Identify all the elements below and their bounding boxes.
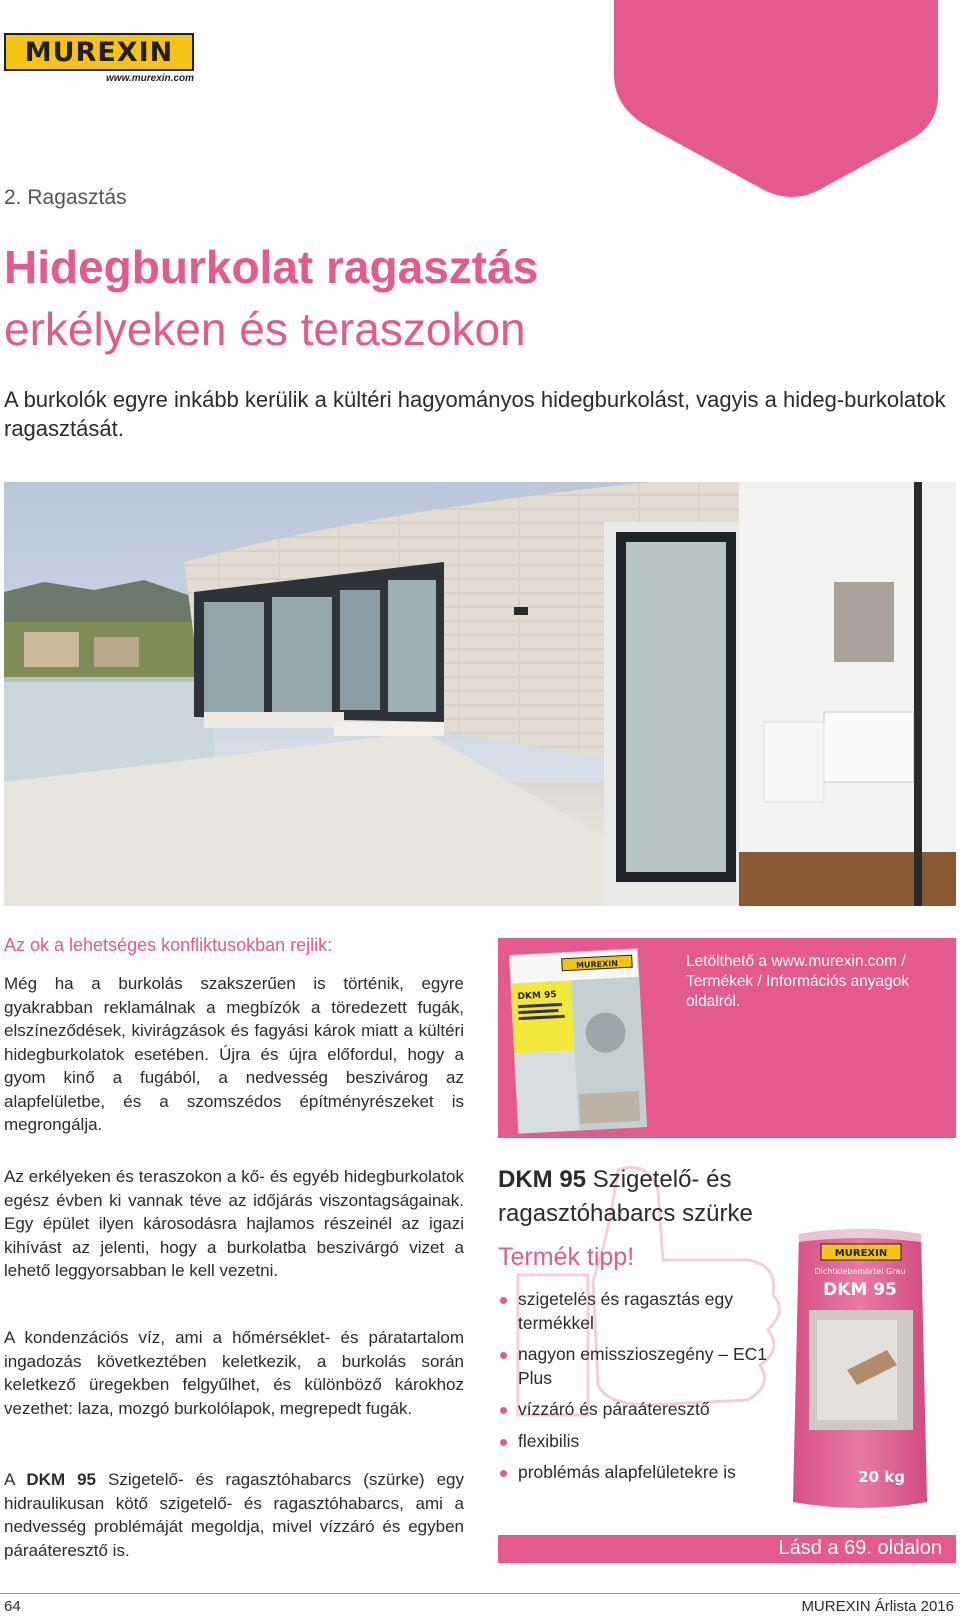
terrace-photo — [4, 482, 956, 906]
brochure-title: DKM 95 — [517, 990, 557, 1003]
feature-item: problémás alapfelületekre is — [498, 1461, 778, 1485]
p4-product-code: DKM 95 — [26, 1470, 97, 1489]
bag-weight: 20 kg — [858, 1468, 905, 1486]
page-subtitle: erkélyeken és teraszokon — [4, 303, 526, 355]
see-page-link[interactable]: Lásd a 69. oldalon — [778, 1537, 942, 1559]
product-title: Szigetelő- és ragasztóhabarcs szürke — [498, 1166, 753, 1227]
section-label: 2. Ragasztás — [4, 186, 127, 209]
product-tip-label: Termék tipp! — [498, 1243, 635, 1271]
bag-brand: MUREXIN — [834, 1248, 888, 1259]
download-text: Letölthető a www.murexin.com / Termékek / Információs anyagok oldalról. — [686, 953, 910, 1010]
product-bag-image — [787, 1220, 933, 1516]
bag-subtitle: Dichtklebemörtel Grau — [814, 1267, 906, 1276]
brochure-thumbnail[interactable] — [506, 944, 652, 1138]
page-title: Hidegburkolat ragasztás — [4, 241, 539, 293]
p4-prefix: A — [4, 1470, 27, 1489]
body-paragraph-4 — [4, 1468, 464, 1562]
decorative-pink-tab — [614, 0, 954, 200]
footer-catalog-title: MUREXIN Árlista 2016 — [801, 1598, 954, 1615]
feature-list — [498, 1288, 778, 1493]
section-subheading: Az ok a lehetséges konfliktusokban rejlik: — [4, 935, 333, 955]
logo-url: www.murexin.com — [106, 73, 194, 84]
footer-divider — [0, 1593, 960, 1594]
murexin-logo — [4, 33, 194, 71]
product-code: DKM 95 — [498, 1166, 587, 1193]
body-paragraph-1: Még ha a burkolás szakszerűen is történik, egyre gyakrabban reklamálnak a megbízók a töredezett fugák, elszíneződések, kivirágzások és fagyási károk miatt a kültéri hidegburkolatok esetében. Újra és újra előfordul, hogy a gyom kinő a fugából, a nedvesség beszivárog az alapfelületbe, és a szomszédos építményrészeket is megrongálja. — [4, 974, 464, 1134]
feature-item: szigetelés és ragasztás egy termékkel — [498, 1288, 778, 1335]
intro-text: A burkolók egyre inkább kerülik a kültéri hagyományos hidegburkolást, vagyis a hideg-burkolatok ragasztását. — [4, 387, 946, 441]
logo-wordmark: MUREXIN — [24, 36, 174, 68]
page-number: 64 — [4, 1598, 21, 1615]
p4-text: Szigetelő- és ragasztóhabarcs (szürke) egy hidraulikusan kötő szigetelő- és ragasztóhabarcs, ami a nedvesség problémáját megoldja, mivel vízzáró és egyben páraáteresztő is. — [4, 1470, 464, 1560]
body-paragraph-2: Az erkélyeken és teraszokon a kő- és egyéb hidegburkolatok egész évben ki vannak téve az időjárás viszontagságainak. Egy épület ilyen károsodásra hajlamos részeinél az igazi kihívást az jelenti, hogy a burkolatba beszivárgó vizet a lehető leggyorsabban le kell vezetni. — [4, 1167, 464, 1280]
body-paragraph-3: A kondenzációs víz, ami a hőmérséklet- és páratartalom ingadozás következtében keletkezik, a burkolás során keletkező üregekben felgyűlhet, és különböző károkhoz vezethet: laza, mozgó burkolólapok, megrepedt fugák. — [4, 1328, 464, 1418]
feature-item: nagyon emisszioszegény – EC1 Plus — [498, 1343, 778, 1390]
see-page-banner[interactable] — [498, 1535, 956, 1563]
brochure-brand: MUREXIN — [575, 958, 619, 971]
feature-item: vízzáró és páraáteresztő — [498, 1398, 778, 1422]
feature-item: flexibilis — [498, 1430, 778, 1454]
product-name — [498, 1163, 808, 1231]
bag-code: DKM 95 — [823, 1280, 897, 1300]
